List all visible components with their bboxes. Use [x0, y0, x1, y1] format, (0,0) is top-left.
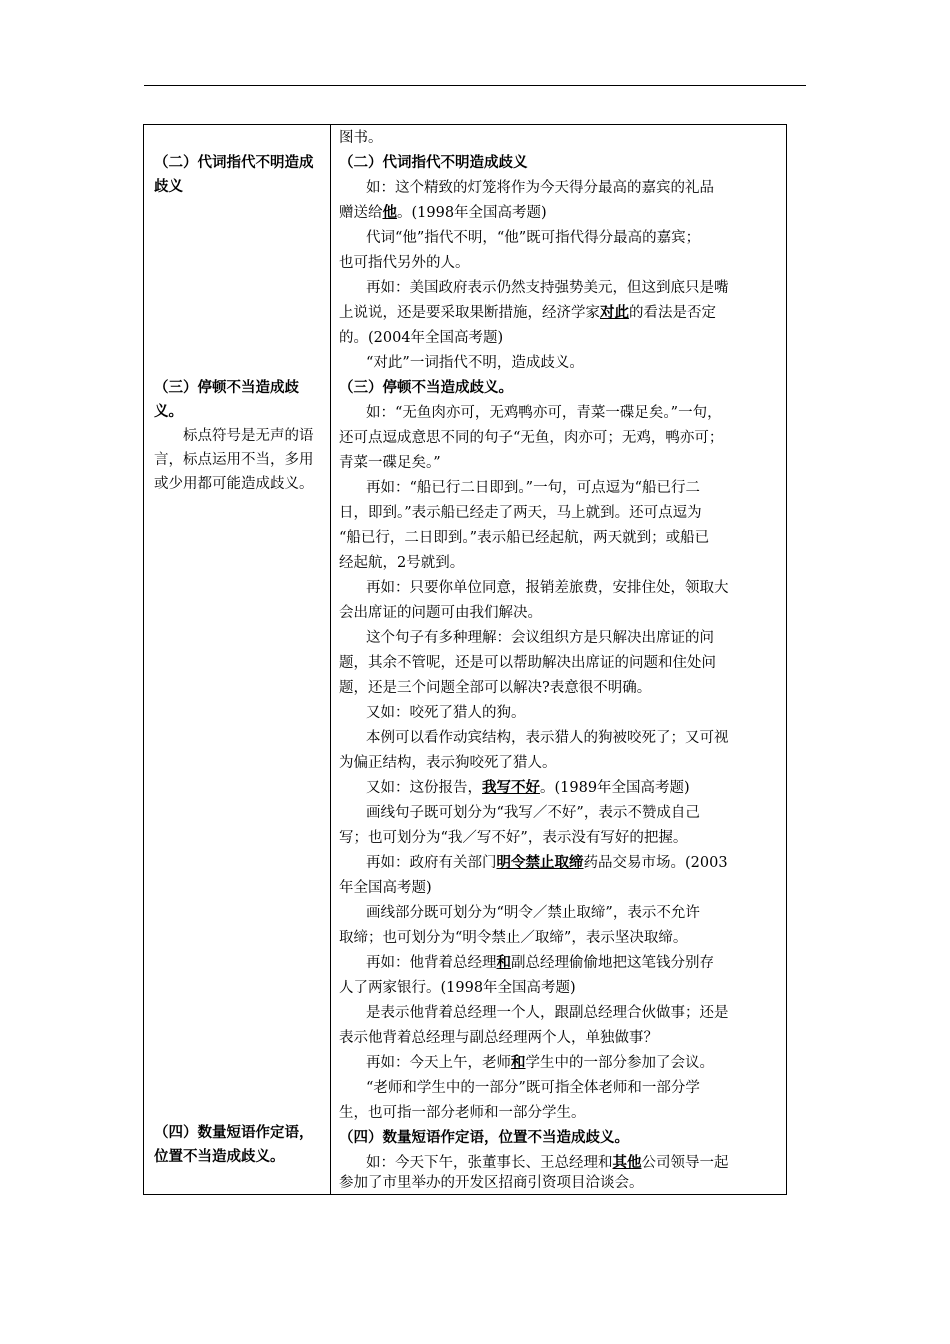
text-line: 参加了市里举办的开发区招商引资项目洽谈会。 — [339, 1175, 644, 1191]
text-line: 生，也可指一部分老师和一部分学生。 — [339, 1105, 586, 1121]
underlined-term: 对此 — [600, 305, 629, 321]
text-line — [339, 301, 716, 325]
text-span: 副总经理偷偷地把这笔钱分别存 — [511, 955, 714, 971]
left-heading-4: （四）数量短语作定语，位置不当造成歧义。 — [154, 1125, 314, 1165]
text-line: 画线句子既可划分为“我写／不好”，表示不赞成自己 — [366, 805, 700, 821]
text-line: 本例可以看作动宾结构，表示猎人的狗被咬死了；又可视 — [366, 730, 729, 746]
section-heading-3: （三）停顿不当造成歧义。 — [339, 380, 513, 396]
text-line: 还可点逗成意思不同的句子“无鱼，肉亦可；无鸡，鸭亦可； — [339, 430, 724, 446]
text-span: 如：今天下午，张董事长、王总经理和 — [366, 1155, 613, 1171]
text-line: 是表示他背着总经理一个人，跟副总经理合伙做事；还是 — [366, 1005, 729, 1021]
text-line: 会出席证的问题可由我们解决。 — [339, 605, 542, 621]
text-span: 又如：这份报告， — [366, 780, 482, 796]
text-line: 取缔；也可划分为“明令禁止／取缔”，表示坚决取缔。 — [339, 930, 688, 946]
text-line: 的。(2004年全国高考题) — [339, 330, 504, 346]
text-span: 的看法是否定 — [629, 305, 716, 321]
underlined-term: 明令禁止取缔 — [496, 855, 584, 871]
text-line: 代词“他”指代不明，“他”既可指代得分最高的嘉宾； — [366, 230, 701, 246]
text-span: 。(1998年全国高考题) — [397, 205, 547, 221]
text-span: 再如：今天上午，老师 — [366, 1055, 511, 1071]
text-line: 人了两家银行。(1998年全国高考题) — [339, 980, 576, 996]
underlined-term: 和 — [496, 955, 511, 971]
text-line — [339, 201, 547, 225]
text-line: 再如：“船已行二日即到。”一句，可点逗为“船已行二 — [366, 480, 700, 496]
text-line: 日，即到。”表示船已经走了两天，马上就到。还可点逗为 — [339, 505, 702, 521]
text-span: 再如：政府有关部门 — [366, 855, 497, 871]
left-paragraph-3: 标点符号是无声的语言，标点运用不当，多用或少用都可能造成歧义。 — [154, 428, 314, 492]
text-span: 上说说，还是要采取果断措施，经济学家 — [339, 305, 600, 321]
underlined-term: 其他 — [612, 1155, 642, 1171]
text-span: 再如：他背着总经理 — [366, 955, 497, 971]
text-span: 。(1989年全国高考题) — [540, 780, 690, 796]
text-line: 写；也可划分为“我／写不好”，表示没有写好的把握。 — [339, 830, 688, 846]
text-line — [366, 776, 690, 800]
right-column — [331, 125, 786, 1194]
left-column — [144, 125, 330, 1194]
text-span: 学生中的一部分参加了会议。 — [525, 1055, 714, 1071]
text-span: 药品交易市场。(2003 — [583, 855, 728, 871]
text-line: 如：“无鱼肉亦可，无鸡鸭亦可，青菜一碟足矣。”一句， — [366, 405, 722, 421]
text-line: 如：这个精致的灯笼将作为今天得分最高的嘉宾的礼品 — [366, 180, 714, 196]
text-line: 图书。 — [339, 130, 383, 146]
text-line: “对此”一词指代不明，造成歧义。 — [366, 355, 584, 371]
left-heading-2: （二）代词指代不明造成歧义 — [154, 155, 314, 195]
text-line — [366, 1051, 714, 1075]
text-line: 再如：只要你单位同意，报销差旅费，安排住处，领取大 — [366, 580, 729, 596]
text-line: “船已行，二日即到。”表示船已经起航，两天就到；或船已 — [339, 530, 710, 546]
underlined-term: 和 — [511, 1055, 526, 1071]
text-span: 公司领导一起 — [641, 1155, 729, 1171]
text-line: 又如：咬死了猎人的狗。 — [366, 705, 526, 721]
text-line: 题，还是三个问题全部可以解决?表意很不明确。 — [339, 680, 652, 696]
text-line: 为偏正结构，表示狗咬死了猎人。 — [339, 755, 557, 771]
text-line: 年全国高考题) — [339, 880, 432, 896]
left-heading-3: （三）停顿不当造成歧义。 — [154, 380, 299, 420]
text-line — [366, 851, 728, 875]
content-table — [143, 124, 787, 1195]
section-heading-4: （四）数量短语作定语，位置不当造成歧义。 — [339, 1130, 629, 1146]
text-line: “老师和学生中的一部分”既可指全体老师和一部分学 — [366, 1080, 700, 1096]
section-heading-2: （二）代词指代不明造成歧义 — [339, 155, 528, 171]
text-line: 再如：美国政府表示仍然支持强势美元，但这到底只是嘴 — [366, 280, 729, 296]
text-line: 经起航，2号就到。 — [339, 555, 465, 571]
underlined-term: 我写不好 — [482, 780, 540, 796]
text-line: 画线部分既可划分为“明令／禁止取缔”，表示不允许 — [366, 905, 700, 921]
text-span: 赠送给 — [339, 205, 383, 221]
header-rule — [144, 85, 806, 86]
text-line: 青菜一碟足矣。” — [339, 455, 441, 471]
text-line: 表示他背着总经理与副总经理两个人，单独做事？ — [339, 1030, 658, 1046]
text-line — [366, 951, 714, 975]
underlined-term: 他 — [382, 205, 397, 221]
text-line: 也可指代另外的人。 — [339, 255, 470, 271]
text-line: 这个句子有多种理解：会议组织方是只解决出席证的问 — [366, 630, 714, 646]
text-line: 题，其余不管呢，还是可以帮助解决出席证的问题和住处问 — [339, 655, 716, 671]
